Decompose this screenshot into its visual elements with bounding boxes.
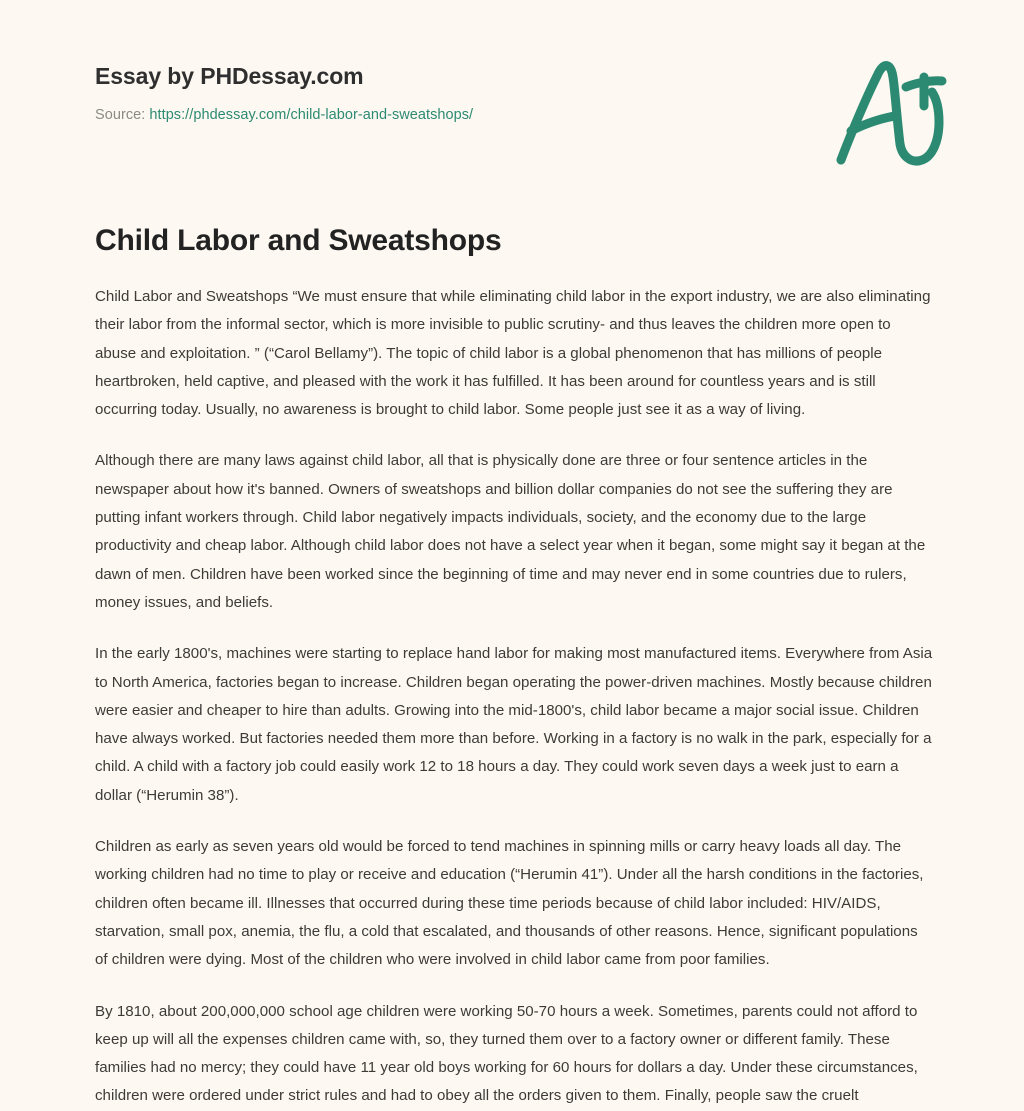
page-header — [95, 62, 935, 125]
brand-title: Essay by PHDessay.com — [95, 63, 364, 89]
source-line — [95, 105, 935, 125]
paragraph: By 1810, about 200,000,000 school age children were working 50-70 hours a week. Sometimes, parents could not afford to keep up will all the expenses children came with, so, they turned them over to a factory owner or different family. These families had no mercy; they could have 11 year old boys working for 60 hours for dollars a day. Under these circumstances, children were ordered under strict rules and had to obey all the orders given to them. Finally, people saw the cruelt — [95, 1002, 918, 1105]
essay-body — [95, 283, 933, 1111]
paragraph: In the early 1800's, machines were starting to replace hand labor for making most manufactured items. Everywhere from Asia to North America, factories began to increase. Children began operating the power-driven machines. Mostly because children were easier and cheaper to hire than adults. Growing into the mid-1800's, child labor became a major social issue. Children have always worked. But factories needed them more than before. Working in a factory is no walk in the park, especially for a child. A child with a factory job could easily work 12 to 18 hours a day. They could work seven days a week just to earn a dollar (“Herumin 38”). — [95, 645, 933, 804]
paragraph: Child Labor and Sweatshops “We must ensure that while eliminating child labor in the export industry, we are also eliminating their labor from the informal sector, which is more invisible to public scrutiny- and thus leaves the children more open to abuse and exploitation. ” (“Carol Bellamy”). The topic of child labor is a global phenomenon that has millions of people heartbroken, held captive, and pleased with the work it has fulfilled. It has been around for countless years and is still occurring today. Usually, no awareness is brought to child labor. Some people just see it as a way of living. — [95, 288, 931, 419]
page-title: Child Labor and Sweatshops — [95, 224, 502, 257]
a-plus-logo-icon — [832, 52, 952, 170]
a-plus-logo — [832, 52, 952, 170]
paragraph: Children as early as seven years old would be forced to tend machines in spinning mills or carry heavy loads all day. The working children had no time to play or receive and education (“Herumin 41”). Under all the harsh conditions in the factories, children often became ill. Illnesses that occurred during these time periods because of child labor included: HIV/AIDS, starvation, small pox, anemia, the flu, a cold that escalated, and thousands of other reasons. Hence, significant populations of children were dying. Most of the children who were involved in child labor came from poor families. — [95, 838, 924, 969]
paragraph: Although there are many laws against child labor, all that is physically done are three or four sentence articles in the newspaper about how it's banned. Owners of sweatshops and billion dollar companies do not see the suffering they are putting infant workers through. Child labor negatively impacts individuals, society, and the economy due to the large productivity and cheap labor. Although child labor does not have a select year when it began, some might say it began at the dawn of men. Children have been worked since the beginning of time and may never end in some countries due to rulers, money issues, and beliefs. — [95, 452, 926, 611]
source-label: Source: — [95, 106, 146, 123]
source-url-link[interactable]: https://phdessay.com/child-labor-and-sweatshops/ — [149, 106, 474, 123]
